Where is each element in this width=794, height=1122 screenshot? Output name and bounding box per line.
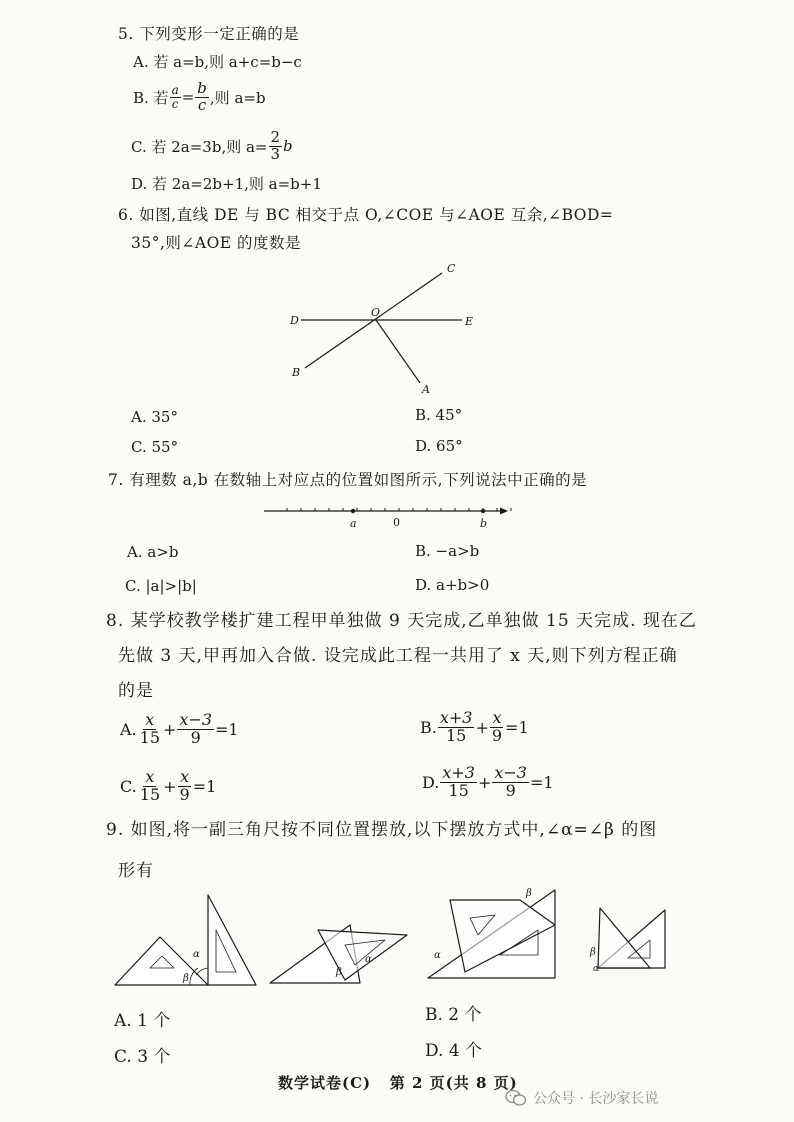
point-a <box>351 509 355 513</box>
beta-label-fig3: β <box>526 888 532 899</box>
frac-num: x−3 <box>494 762 527 782</box>
q9-option-b: B. 2 个 <box>425 1005 482 1025</box>
frac-den: 15 <box>139 784 161 804</box>
frac-num: x−3 <box>179 709 213 729</box>
q5-stem: 5. 下列变形一定正确的是 <box>118 25 300 43</box>
q7-option-b: B. −a>b <box>415 542 480 560</box>
figure-1 <box>115 895 256 985</box>
q5-option-d: D. 若 2a=2b+1,则 a=b+1 <box>131 175 322 193</box>
plus-sign: + <box>163 776 177 796</box>
q9-option-c: C. 3 个 <box>114 1047 171 1067</box>
q7-option-d: D. a+b>0 <box>415 576 490 594</box>
fraction-a-over-c <box>170 84 181 110</box>
frac-num: x <box>492 707 502 727</box>
q7-option-a: A. a>b <box>127 543 179 561</box>
axis-arrow-icon <box>500 508 508 515</box>
point-b <box>481 509 485 513</box>
q6-option-b: B. 45° <box>415 406 463 424</box>
q8-option-b <box>420 706 529 748</box>
angle-arc <box>196 968 208 975</box>
fraction-x-over-9 <box>178 766 192 804</box>
q5-option-c <box>131 128 293 164</box>
beta-label-fig2: β <box>336 967 342 978</box>
equals-sign: = <box>181 88 195 106</box>
alpha-label-fig2: α <box>365 954 372 965</box>
q6-option-a: A. 35° <box>131 408 178 426</box>
option-label: B. <box>420 717 437 737</box>
label-o: O <box>371 306 381 319</box>
equation-rhs: =1 <box>215 719 239 739</box>
figure-3 <box>428 890 555 978</box>
watermark-text: 公众号 · 长沙家长说 <box>533 1091 659 1107</box>
frac-num: x+3 <box>442 762 475 782</box>
page-footer: 数学试卷(C) 第 2 页(共 8 页) <box>278 1074 518 1092</box>
fraction-xm3-over-9 <box>492 762 529 800</box>
fraction-2-over-3 <box>269 127 283 163</box>
frac-den: 9 <box>505 780 516 800</box>
frac-den: c <box>171 96 179 111</box>
triangle-ruler <box>115 937 208 985</box>
option-label: D. <box>422 772 440 792</box>
figure-4 <box>598 908 665 968</box>
q5-option-b <box>133 80 266 114</box>
fraction-xm3-over-9 <box>177 709 214 747</box>
frac-num: x+3 <box>439 707 473 727</box>
q9-option-a: A. 1 个 <box>114 1011 171 1031</box>
equation-rhs: =1 <box>529 772 554 792</box>
label-b: B <box>292 366 301 379</box>
frac-den: 3 <box>270 144 281 163</box>
equation-rhs: =1 <box>505 717 529 737</box>
q5-option-a: A. 若 a=b,则 a+c=b−c <box>133 53 302 71</box>
frac-den: 9 <box>179 784 190 804</box>
q8-stem-line1: 8. 某学校教学楼扩建工程甲单独做 9 天完成,乙单独做 15 天完成. 现在乙 <box>106 611 697 631</box>
label-a: A <box>422 383 430 396</box>
axis-label-b: b <box>480 517 488 530</box>
frac-den: 15 <box>139 727 160 747</box>
q6-stem-line2: 35°,则∠AOE 的度数是 <box>131 234 302 252</box>
q8-stem-line2: 先做 3 天,甲再加入合做. 设完成此工程一共用了 x 天,则下列方程正确 <box>118 646 678 666</box>
frac-num: a <box>171 82 179 97</box>
beta-label-fig1: β <box>183 973 189 984</box>
fraction-x-over-15 <box>138 766 162 804</box>
q7-option-c: C. |a|>|b| <box>125 577 197 595</box>
fraction-xp3-over-15 <box>438 707 475 745</box>
watermark <box>505 1088 658 1108</box>
fraction-b-over-c <box>195 78 209 114</box>
plus-sign: + <box>477 772 492 792</box>
q9-figures <box>108 880 678 990</box>
ray-oa <box>376 320 420 383</box>
label-e: E <box>465 315 474 328</box>
frac-den: 15 <box>445 725 467 745</box>
frac-den: 9 <box>190 727 201 747</box>
frac-den: c <box>197 95 207 114</box>
q5-option-c-suffix: b <box>283 137 293 155</box>
beta-label-fig4: β <box>590 947 596 958</box>
fraction-xp3-over-15 <box>440 762 477 800</box>
q9-stem-line1: 9. 如图,将一副三角尺按不同位置摆放,以下摆放方式中,∠α=∠β 的图 <box>106 820 658 840</box>
fraction-x-over-15 <box>138 709 162 747</box>
q7-stem: 7. 有理数 a,b 在数轴上对应点的位置如图所示,下列说法中正确的是 <box>108 471 588 489</box>
q7-number-line <box>260 500 515 532</box>
label-c: C <box>447 262 456 275</box>
plus-sign: + <box>475 717 489 737</box>
label-d: D <box>290 314 299 327</box>
frac-num: b <box>197 78 207 97</box>
axis-label-zero: 0 <box>393 516 400 529</box>
frac-num: x <box>180 766 190 786</box>
q5-option-c-prefix: C. 若 2a=3b,则 a= <box>131 137 268 156</box>
triangle-ruler <box>208 895 256 985</box>
option-label: A. <box>120 719 137 739</box>
q5-option-b-suffix: ,则 a=b <box>209 88 266 107</box>
plus-sign: + <box>163 719 177 739</box>
alpha-label-fig3: α <box>434 950 441 961</box>
axis-label-a: a <box>350 517 357 530</box>
q6-option-c: C. 55° <box>131 438 179 456</box>
frac-num: x <box>145 709 155 729</box>
q8-option-d <box>422 761 554 803</box>
q8-option-c <box>120 765 216 807</box>
fraction-x-over-9 <box>490 707 504 745</box>
frac-den: 15 <box>448 780 469 800</box>
frac-den: 9 <box>491 725 503 745</box>
q6-figure <box>280 258 490 398</box>
q9-option-d: D. 4 个 <box>425 1041 483 1061</box>
frac-num: x <box>145 766 155 786</box>
frac-num: 2 <box>270 127 281 146</box>
alpha-label-fig1: α <box>193 949 200 960</box>
q6-stem-line1: 6. 如图,直线 DE 与 BC 相交于点 O,∠COE 与∠AOE 互余,∠BOD= <box>118 206 614 224</box>
alpha-label-fig4: α <box>593 964 600 974</box>
q8-stem-line3: 的是 <box>118 681 154 701</box>
q9-stem-line2: 形有 <box>118 861 154 881</box>
q6-option-d: D. 65° <box>415 437 463 455</box>
equation-rhs: =1 <box>192 776 217 796</box>
q8-option-a <box>120 708 239 750</box>
wechat-icon <box>505 1089 527 1107</box>
q5-option-b-prefix: B. 若 <box>133 88 169 107</box>
option-label: C. <box>120 776 137 796</box>
